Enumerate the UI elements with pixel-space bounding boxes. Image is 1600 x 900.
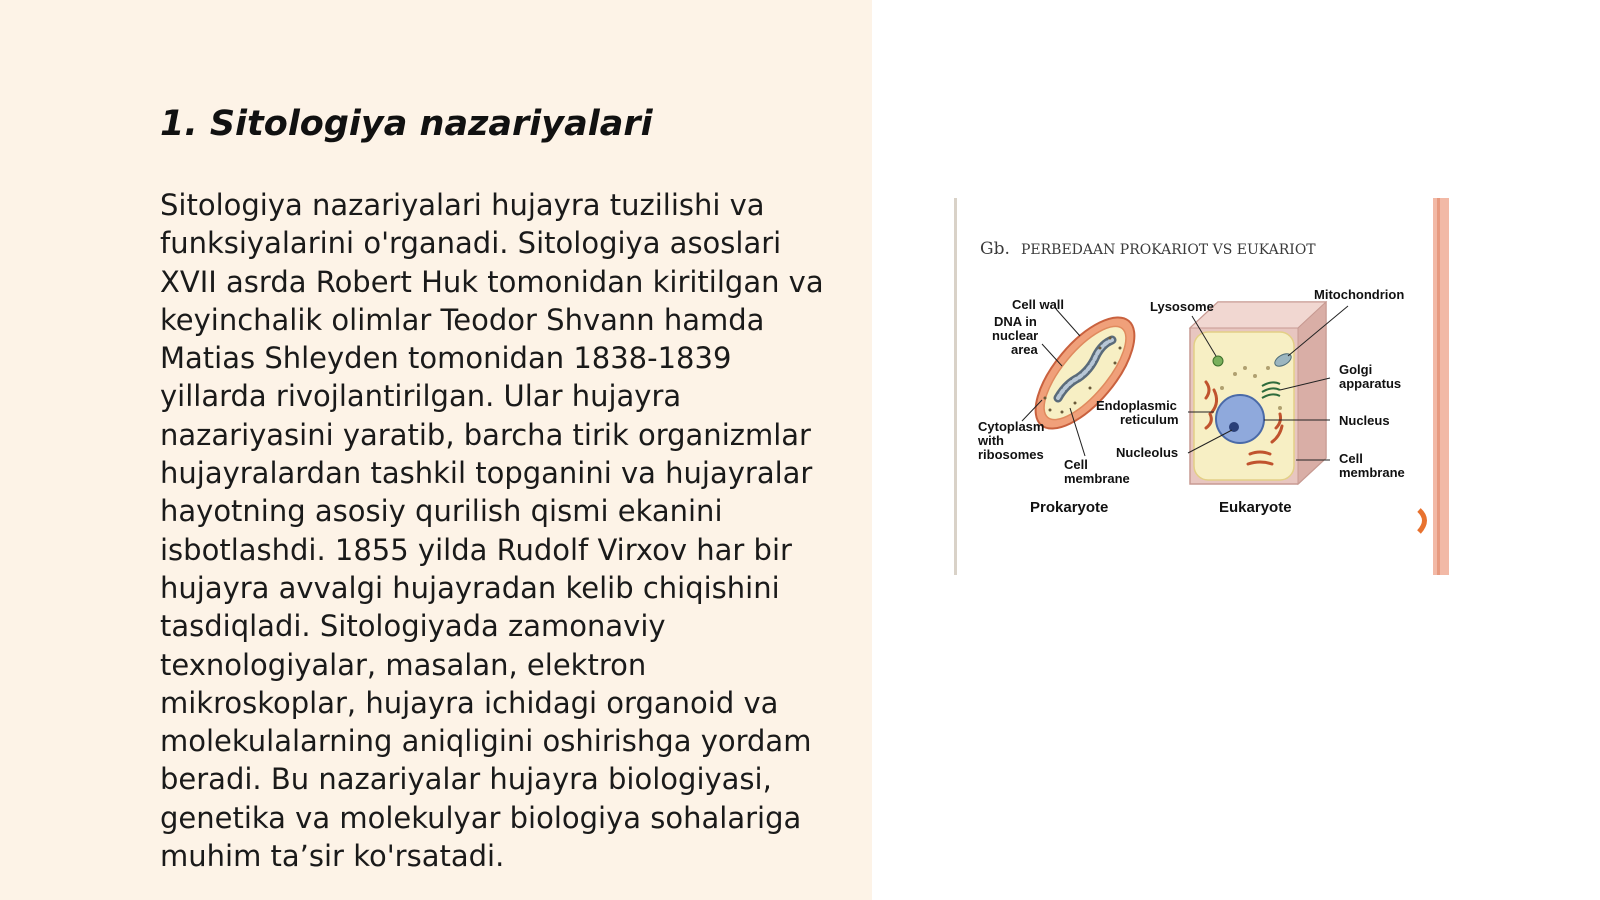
label-golgi-line1: Golgi (1339, 362, 1373, 377)
figure-title (980, 239, 1316, 259)
slide-body-text: Sitologiya nazariyalari hujayra tuzilishi va funksiyalarini o'rganadi. Sitologiya asoslari XVII asrda Robert Huk tomonidan kiritilgan va keyinchalik olimlar Teodor Shvann hamda Matias Shleyden tomonidan 1838-1839 yillarda rivojlantirilgan. Ular hujayra nazariyasini yaratib, barcha tirik organizmlar hujayralardan tashkil topganini va hujayralar hayotning asosiy qurilish qismi ekanini isbotlashdi. 1855 yilda Rudolf Virxov har bir hujayra avvalgi hujayradan kelib chiqishini tasdiqladi. Sitologiyada zamonaviy texnologiyalar, masalan, elektron mikroskoplar, hujayra ichidagi organoid va molekulalarning aniqligini oshirishga yordam beradi. Bu nazariyalar hujayra biologiyasi, genetika va molekulyar biologiya sohalariga muhim ta’sir ko'rsatadi. (160, 188, 824, 874)
label-mitochondrion: Mitochondrion (1314, 287, 1405, 302)
label-er-line1: Endoplasmic (1096, 398, 1177, 413)
label-dna-line3: area (1011, 342, 1038, 357)
label-nucleolus: Nucleolus (1116, 445, 1179, 460)
label-cytoplasm-line2: with (978, 433, 1004, 448)
label-er-line2: reticulum (1120, 412, 1179, 427)
caption-eukaryote: Eukaryote (1219, 499, 1292, 516)
eukaryote-nucleus (1216, 395, 1264, 443)
label-prok-membrane-line1: Cell (1064, 457, 1088, 472)
eukaryote-lysosome (1213, 356, 1223, 366)
caption-prokaryote: Prokaryote (1030, 499, 1109, 516)
label-golgi-line2: apparatus (1339, 376, 1402, 391)
label-nucleus: Nucleus (1339, 413, 1390, 428)
label-cell-wall: Cell wall (1012, 297, 1065, 312)
figure-accent-line (1437, 198, 1440, 575)
figure-accent-bar (1433, 198, 1449, 575)
label-lysosome: Lysosome (1150, 299, 1214, 314)
cell-diagram (950, 198, 1450, 575)
label-dna-line1: DNA in (994, 314, 1037, 329)
figure-left-border (954, 198, 957, 575)
figure-title-prefix: Gb. (980, 239, 1010, 259)
cell-comparison-figure (950, 198, 1450, 575)
slide-title: 1. Sitologiya nazariyalari (160, 104, 653, 144)
label-cytoplasm-line1: Cytoplasm (978, 419, 1045, 434)
figure-title-rest: Perbedaan prokariot vs eukariot (1020, 242, 1316, 258)
label-euk-membrane-line2: membrane (1339, 465, 1405, 480)
label-euk-membrane-line1: Cell (1339, 451, 1363, 466)
label-cytoplasm-line3: ribosomes (978, 447, 1044, 462)
label-prok-membrane-line2: membrane (1064, 471, 1130, 486)
eukaryote-cell-side (1298, 302, 1326, 484)
label-dna-line2: nuclear (992, 328, 1039, 343)
